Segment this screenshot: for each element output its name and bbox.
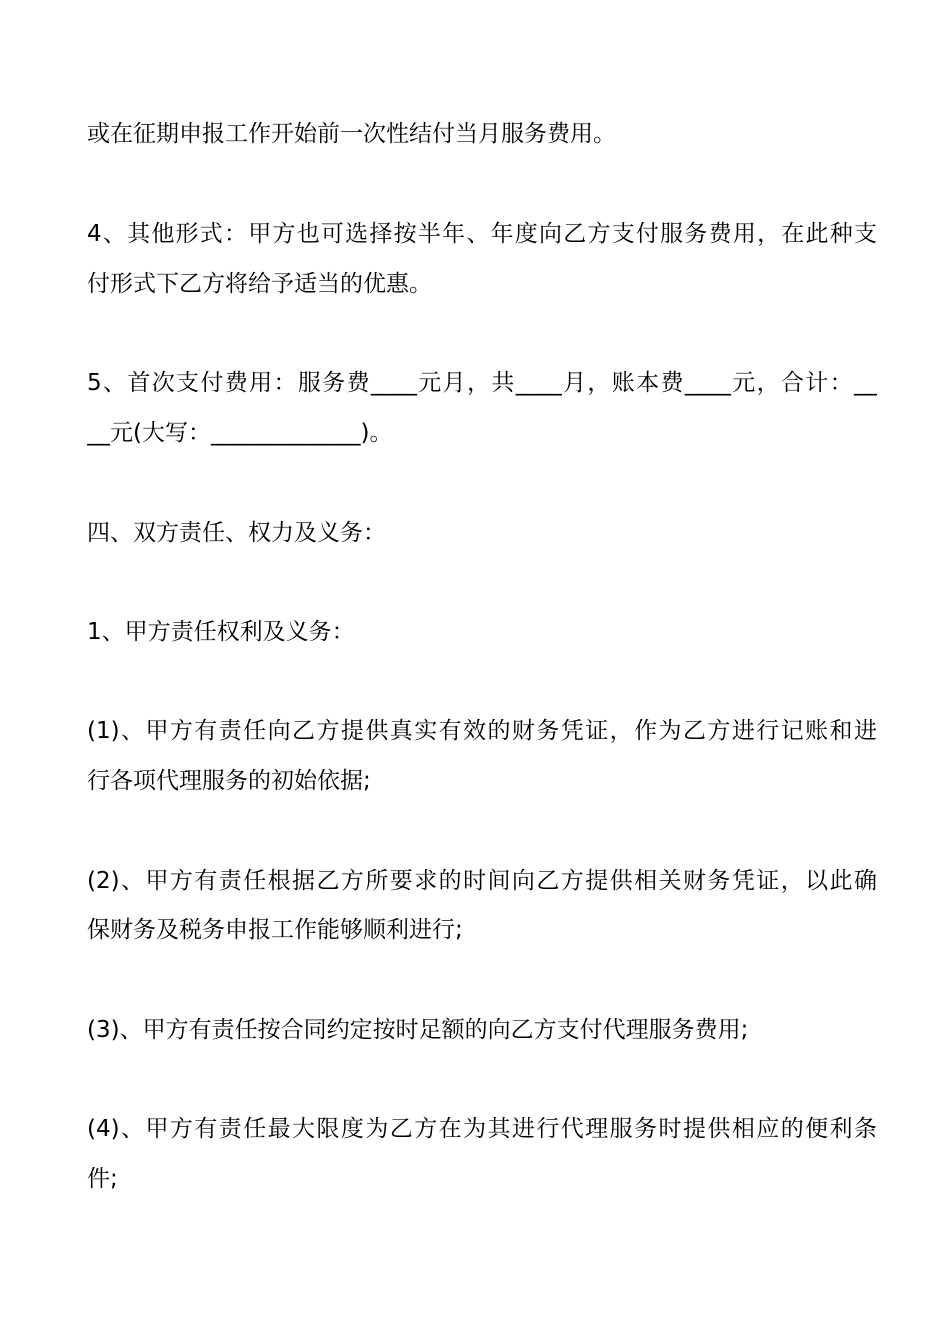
text-line-clause-3: (3)、甲方有责任按合同约定按时足额的向乙方支付代理服务费用; <box>87 1017 749 1043</box>
text-line-other-forms-cont: 付形式下乙方将给予适当的优惠。 <box>87 271 432 297</box>
text-line-clause-4: (4)、甲方有责任最大限度为乙方在为其进行代理服务时提供相应的便利条 <box>87 1116 877 1142</box>
subsection-heading-party-a: 1、甲方责任权利及义务： <box>87 619 355 645</box>
section-heading-responsibilities: 四、双方责任、权力及义务： <box>87 520 386 546</box>
text-line-clause-1: (1)、甲方有责任向乙方提供真实有效的财务凭证，作为乙方进行记账和进 <box>87 718 877 744</box>
text-line-clause-4-cont: 件; <box>87 1166 118 1192</box>
text-line-clause-2-cont: 保财务及税务申报工作能够顺利进行; <box>87 917 463 943</box>
text-line-other-forms: 4、其他形式：甲方也可选择按半年、年度向乙方支付服务费用，在此种支 <box>87 221 877 247</box>
text-line-first-payment-cont: __元(大写：_____________)。 <box>87 420 393 446</box>
text-line-clause-1-cont: 行各项代理服务的初始依据; <box>87 768 371 794</box>
text-line-first-payment: 5、首次支付费用：服务费____元月，共____月，账本费____元，合计：__ <box>87 370 877 396</box>
text-line-payment-monthly: 或在征期申报工作开始前一次性结付当月服务费用。 <box>87 121 616 147</box>
text-line-clause-2: (2)、甲方有责任根据乙方所要求的时间向乙方提供相关财务凭证，以此确 <box>87 868 877 894</box>
